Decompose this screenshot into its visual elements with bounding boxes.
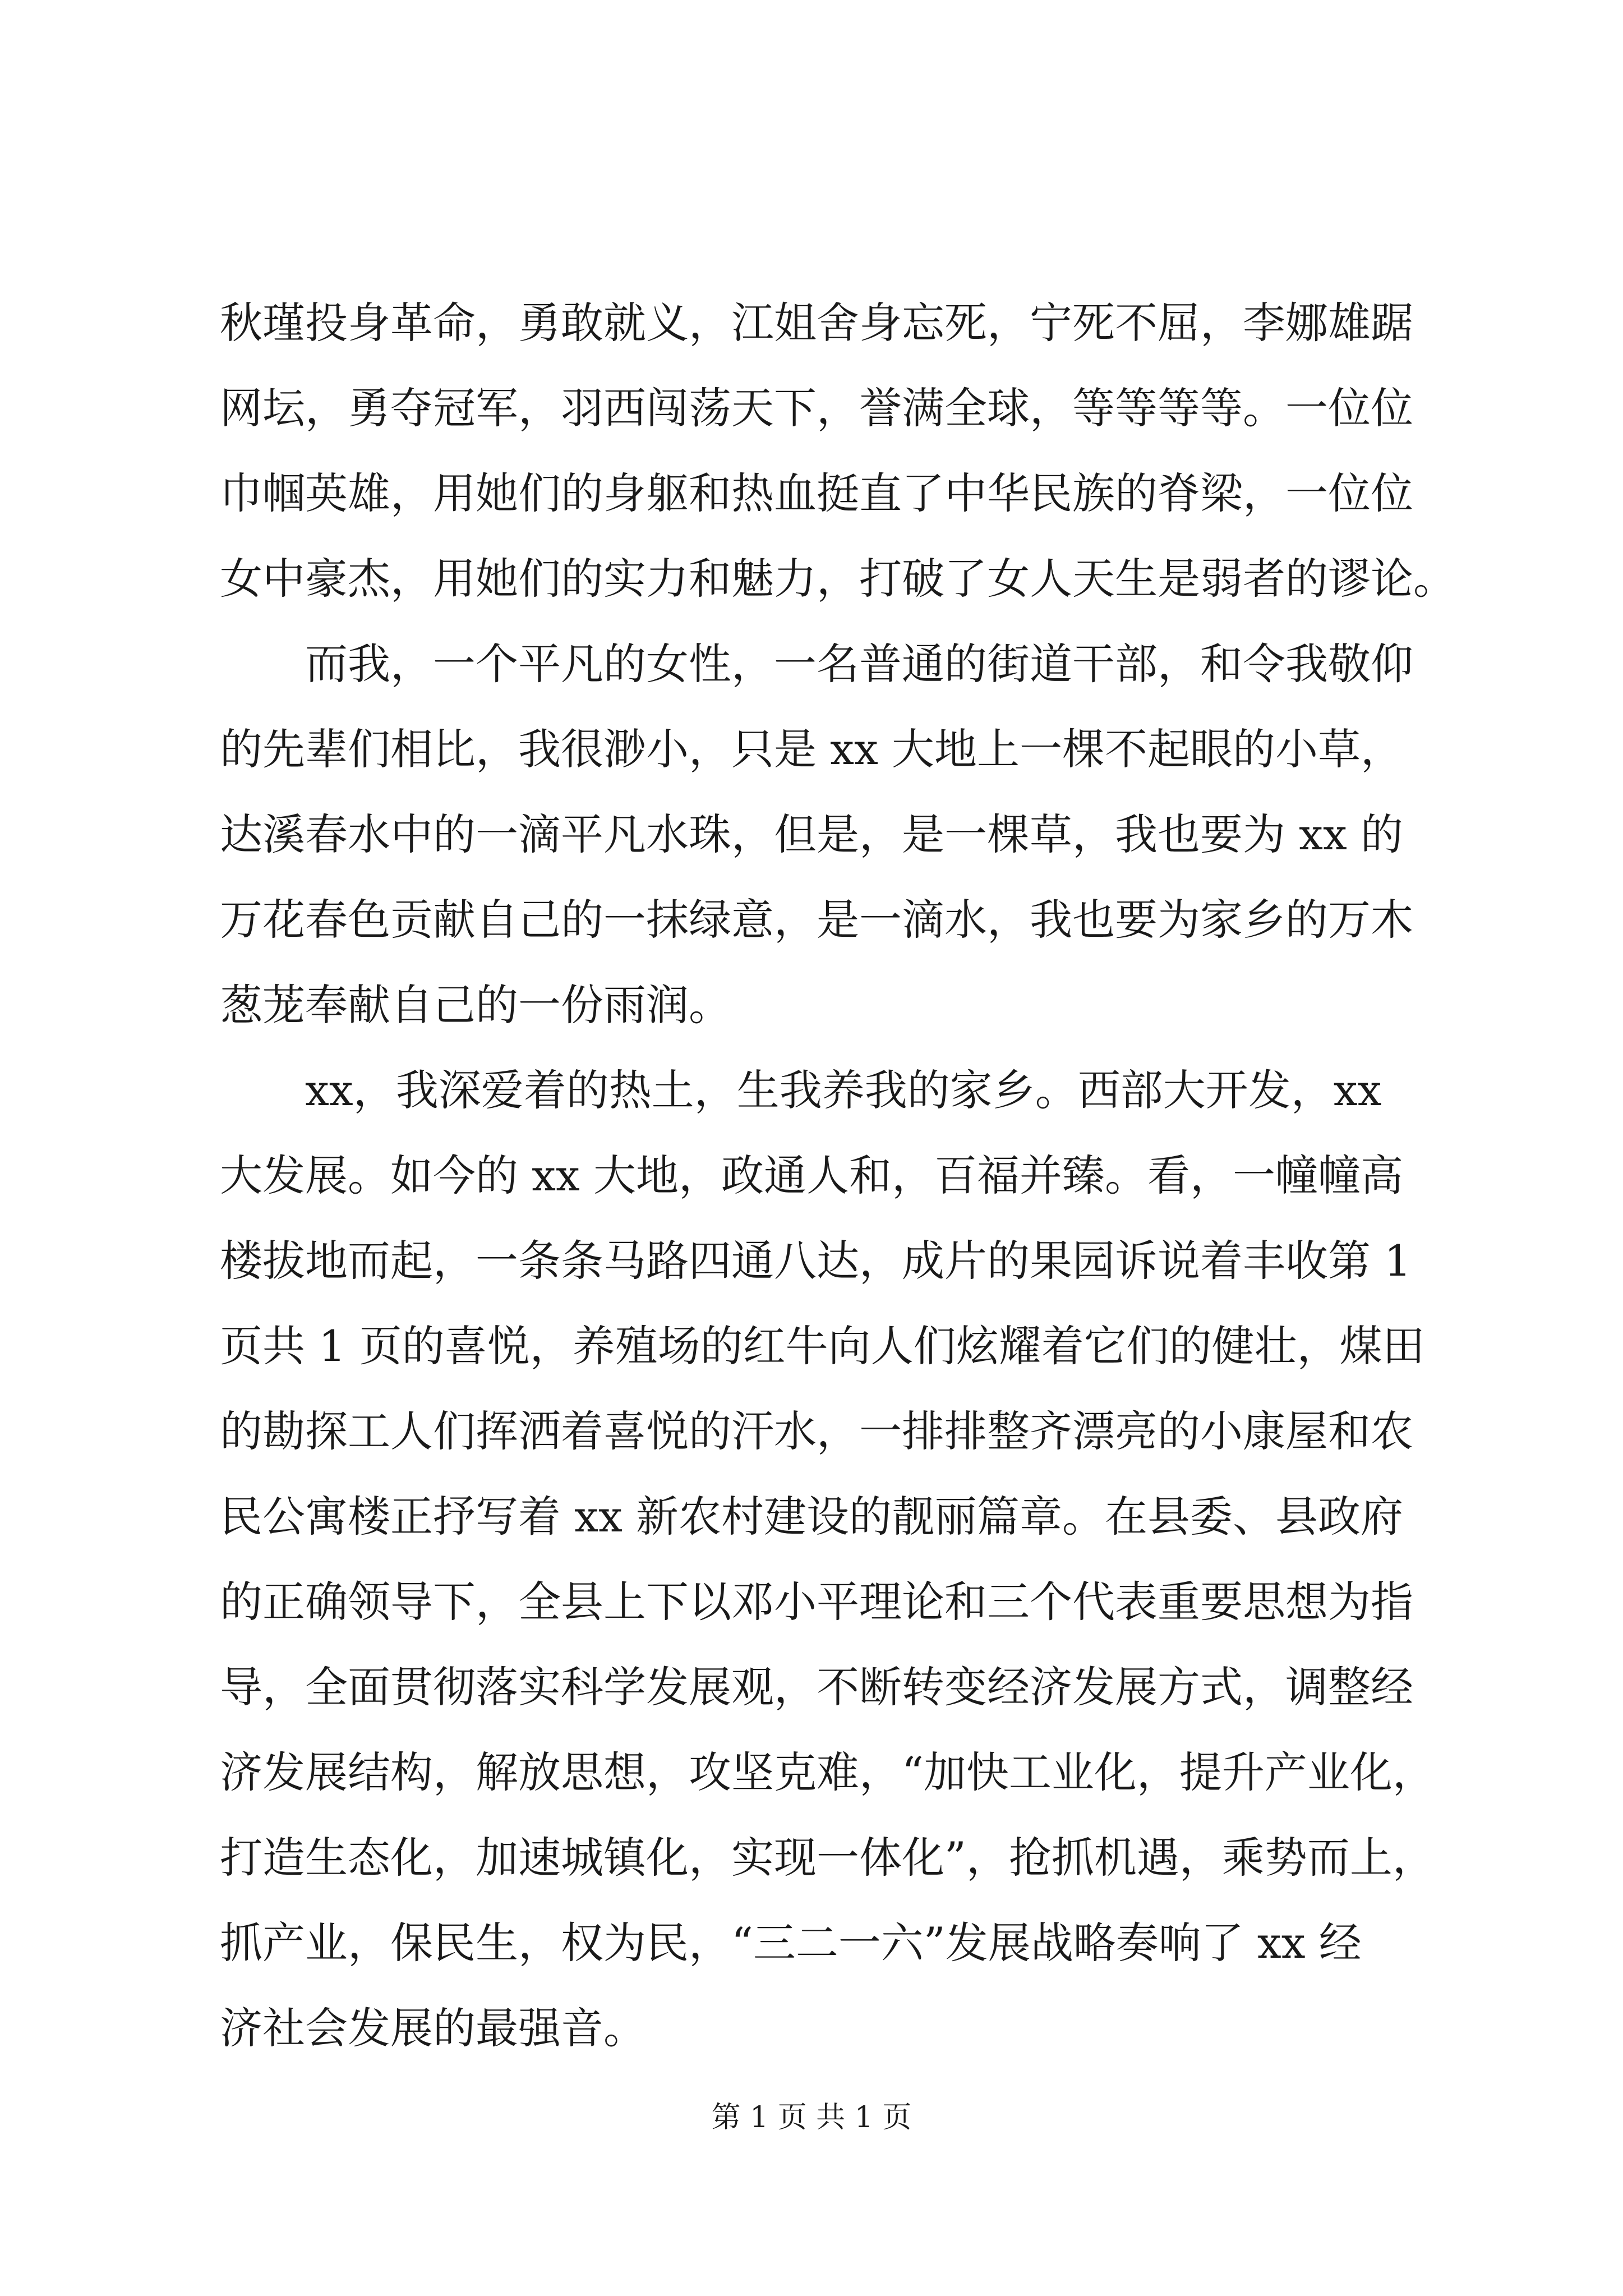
document-body	[220, 280, 1456, 2071]
text-line: 的正确领导下，全县上下以邓小平理论和三个代表重要思想为指	[220, 1577, 1413, 1627]
text-line: 页共 1 页的喜悦，养殖场的红牛向人们炫耀着它们的健壮，煤田	[220, 1321, 1425, 1371]
text-line: 大发展。如今的 xx 大地，政通人和，百福并臻。看，一幢幢高	[220, 1151, 1404, 1200]
text-line: 万花春色贡献自己的一抹绿意，是一滴水，我也要为家乡的万木	[220, 895, 1413, 945]
text-line: 的先辈们相比，我很渺小，只是 xx 大地上一棵不起眼的小草，	[220, 724, 1404, 774]
text-line: 导，全面贯彻落实科学发展观，不断转变经济发展方式，调整经	[220, 1662, 1413, 1712]
text-line: 济发展结构，解放思想，攻坚克难，“加快工业化，提升产业化，	[220, 1747, 1435, 1797]
page-number-label: 第 1 页 共 1 页	[711, 2101, 912, 2134]
text-line: 网坛，勇夺冠军，羽西闯荡天下，誉满全球，等等等等。一位位	[220, 383, 1413, 433]
text-line: 民公寓楼正抒写着 xx 新农村建设的靓丽篇章。在县委、县政府	[220, 1492, 1404, 1542]
text-line: 的勘探工人们挥洒着喜悦的汗水，一排排整齐漂亮的小康屋和农	[220, 1406, 1413, 1456]
text-line: 济社会发展的最强音。	[220, 2003, 646, 2053]
page-footer	[0, 2095, 1623, 2140]
text-line: 楼拔地而起，一条条马路四通八达，成片的果园诉说着丰收第 1	[220, 1236, 1412, 1286]
text-line: 打造生态化，加速城镇化，实现一体化”，抢抓机遇，乘势而上，	[220, 1833, 1435, 1883]
text-line: xx，我深爱着的热土，生我养我的家乡。西部大开发，xx	[220, 1065, 1382, 1115]
text-line: 女中豪杰，用她们的实力和魅力，打破了女人天生是弱者的谬论。	[220, 554, 1456, 604]
text-line: 葱茏奉献自己的一份雨润。	[220, 980, 731, 1030]
text-line: 秋瑾投身革命，勇敢就义，江姐舍身忘死，宁死不屈，李娜雄踞	[220, 298, 1413, 348]
text-line: 抓产业，保民生，权为民，“三二一六”发展战略奏响了 xx 经	[220, 1918, 1362, 1968]
text-line: 达溪春水中的一滴平凡水珠，但是，是一棵草，我也要为 xx 的	[220, 809, 1404, 859]
text-line: 而我，一个平凡的女性，一名普通的街道干部，和令我敬仰	[220, 639, 1413, 689]
text-line: 巾帼英雄，用她们的身躯和热血挺直了中华民族的脊梁，一位位	[220, 468, 1413, 518]
